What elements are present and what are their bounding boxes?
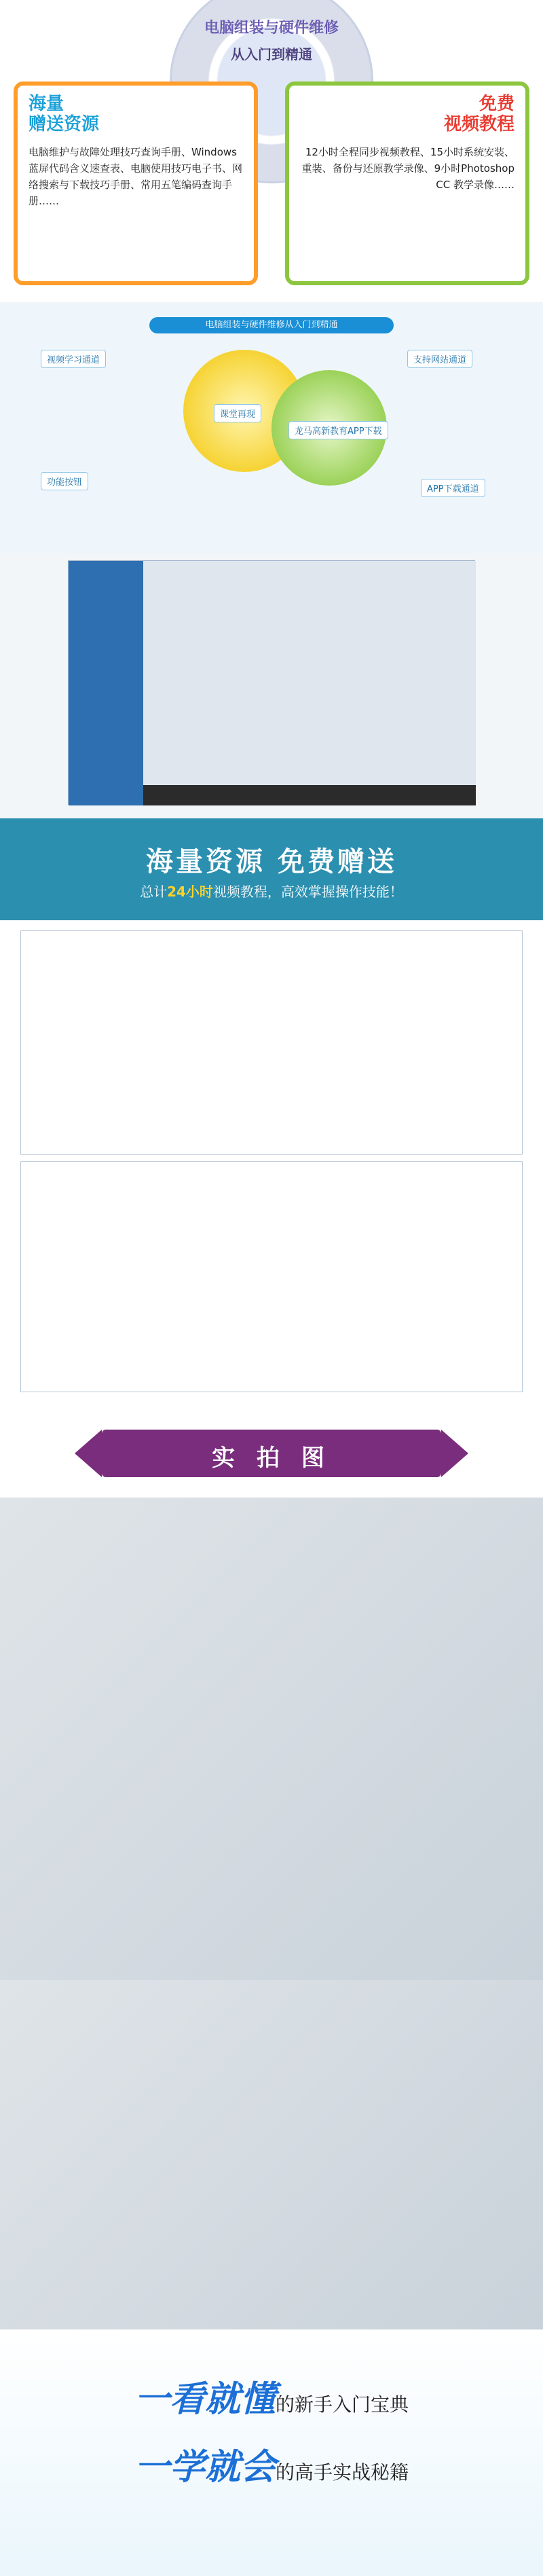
video-tutorial-heading — [300, 94, 514, 134]
photo-banner — [0, 1409, 543, 1498]
heading-line2: 视频教程 — [443, 114, 514, 134]
menu-title-bar: 电脑组装与硬件维修从入门到精通 — [149, 317, 394, 333]
banner-title: 海量资源 免费赠送 — [146, 846, 397, 877]
video-listing-panel-1 — [20, 930, 523, 1155]
slogan-2-big: 一学就会 — [134, 2446, 276, 2488]
product-photo-2 — [0, 1980, 543, 2329]
callout-app: APP下载通道 — [421, 479, 485, 497]
promo-section — [0, 0, 543, 302]
slogan-1-big: 一看就懂 — [134, 2378, 276, 2420]
callout-support: 支持网站通道 — [407, 350, 472, 368]
sub-suffix: 视频教程，高效掌握操作技能！ — [212, 884, 403, 900]
heading-line1: 海量 — [29, 94, 64, 114]
free-resources-box — [14, 81, 258, 285]
video-tutorial-box — [285, 81, 529, 285]
slogan-section — [0, 2329, 543, 2576]
disc-subtitle: 从入门到精通 — [231, 46, 312, 62]
app-taskbar — [143, 785, 476, 805]
slogan-1-rest: 的新手入门宝典 — [276, 2393, 409, 2416]
free-resources-heading — [29, 94, 243, 134]
app-window — [68, 560, 475, 805]
heading-line2: 赠送资源 — [29, 114, 100, 134]
disc-menu-preview — [0, 302, 543, 554]
resource-banner — [0, 818, 543, 920]
app-main — [143, 561, 476, 805]
software-window-preview — [0, 554, 543, 818]
banner-subtitle — [0, 881, 543, 901]
video-listing-panel-2 — [20, 1161, 523, 1392]
photo-banner-title: 实 拍 图 — [212, 1445, 331, 1472]
disc-title: 电脑组装与硬件维修 — [204, 19, 339, 37]
slogan-2-rest: 的高手实战秘籍 — [276, 2461, 409, 2484]
free-resources-body: 电脑维护与故障处理技巧查询手册、Windows蓝屏代码含义速查表、电脑使用技巧电子书、网络搜索与下载技巧手册、常用五笔编码查询手册…… — [29, 146, 243, 207]
heading-line1: 免费 — [479, 94, 514, 114]
callout-video: 视频学习通道 — [41, 350, 106, 368]
video-tutorial-body: 12小时全程同步视频教程、15小时系统安装、重装、备份与还原教学录像、9小时Photoshop CC 教学录像…… — [301, 146, 514, 191]
callout-buttons: 功能按钮 — [41, 472, 88, 490]
app-sidebar — [69, 561, 143, 805]
slogan-2 — [0, 2438, 543, 2489]
slogan-1 — [0, 2370, 543, 2421]
ball-label-app: 龙马高新教育APP下载 — [288, 421, 388, 439]
product-photo-1 — [0, 1498, 543, 1980]
ball-label-class: 课堂再现 — [214, 404, 261, 422]
sub-prefix: 总计 — [140, 884, 168, 900]
sub-highlight: 24小时 — [167, 884, 213, 900]
